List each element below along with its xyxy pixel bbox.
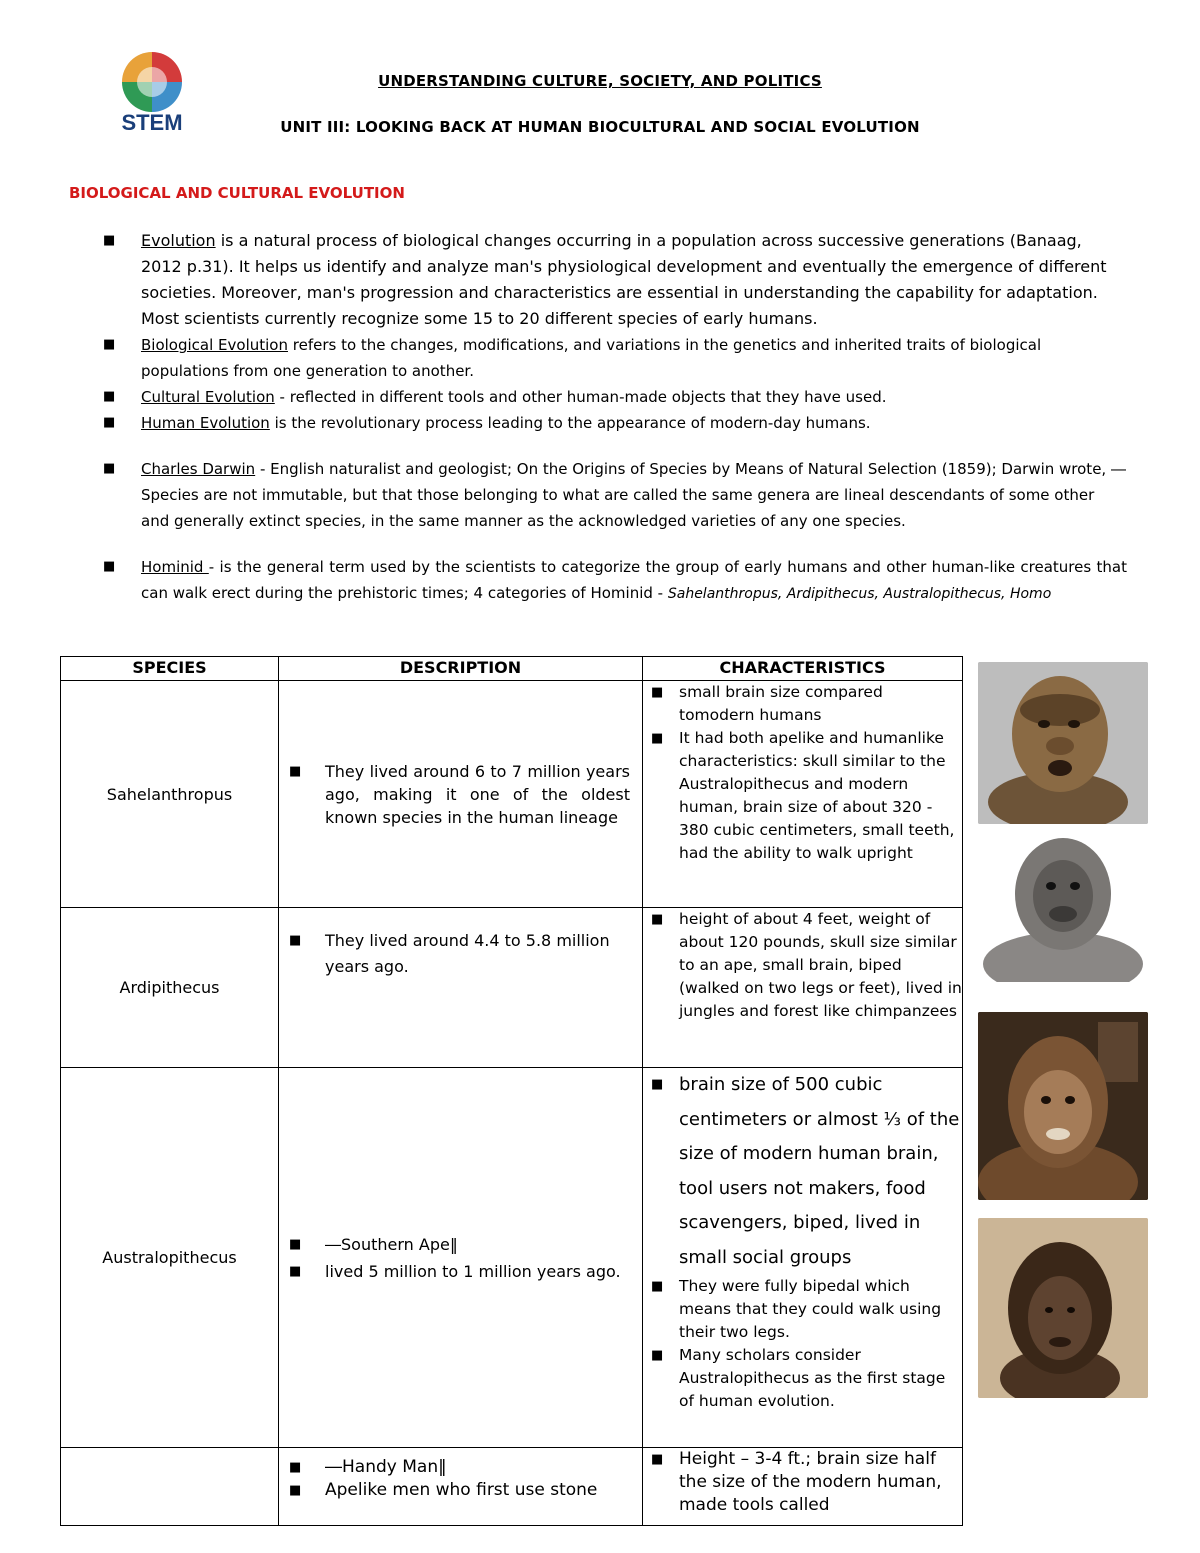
table-row — [61, 908, 963, 1068]
unit-title: UNIT III: LOOKING BACK AT HUMAN BIOCULTURAL AND SOCIAL EVOLUTION — [280, 118, 920, 136]
description-item: ■ They lived around 4.4 to 5.8 million years ago. — [289, 928, 630, 980]
characteristics-cell — [643, 1448, 963, 1526]
table-row — [61, 681, 963, 908]
bullet-icon: ■ — [103, 559, 116, 574]
definition-text: - English naturalist and geologist; On the Origins of Species by Means of Natural Selection (1859); Darwin wrote, ― Species are not immutable, but that those belonging to what are called the same genera are lineal descendants of some other and generally extinct species, in the same manner as the acknowledged varieties of any one species. — [141, 460, 1126, 530]
characteristic-item: ■ It had both apelike and humanlike characteristics: skull similar to the Australopithecus and modern human, brain size of about 320 - 380 cubic centimeters, small teeth, had the ability to walk upright — [651, 729, 955, 862]
term-evolution: Evolution — [141, 231, 216, 250]
section-heading: BIOLOGICAL AND CULTURAL EVOLUTION — [69, 184, 405, 202]
bullet-icon: ■ — [103, 415, 116, 430]
list-item — [103, 410, 1127, 436]
description-item: ■ ―Southern Ape‖ — [289, 1231, 630, 1258]
list-item — [103, 384, 1127, 410]
characteristic-item: ■ height of about 4 feet, weight of about 120 pounds, skull size similar to an ape, small brain, biped (walked on two legs or feet), lived in jungles and forest like chimpanzees — [651, 910, 962, 1020]
description-item: ■ ―Handy Man‖ — [289, 1457, 447, 1477]
bullet-icon: ■ — [651, 1452, 664, 1467]
species-name: Ardipithecus — [61, 908, 279, 1068]
characteristic-item: ■ brain size of 500 cubic centimeters or almost ⅓ of the size of modern human brain, tool users not makers, food scavengers, biped, lived in small social groups — [643, 1068, 962, 1275]
bullet-icon: ■ — [289, 1236, 302, 1252]
description-cell — [279, 1068, 643, 1448]
description-item: ■ Apelike men who first use stone — [289, 1480, 598, 1500]
term-human-evolution: Human Evolution — [141, 414, 270, 432]
term-biological-evolution: Biological Evolution — [141, 336, 288, 354]
species-name: Sahelanthropus — [61, 681, 279, 908]
list-item — [103, 228, 1127, 332]
list-item — [103, 456, 1127, 534]
definition-text: refers to the changes, modifications, and variations in the genetics and inherited traits of biological populations from one generation to another. — [141, 336, 1042, 380]
definitions-list — [103, 228, 1127, 607]
definition-text: - is the general term used by the scientists to categorize the group of early humans and other human-like creatures that can walk erect during the prehistoric times; 4 categories of Hominid - — [141, 558, 1127, 602]
table-row — [61, 1068, 963, 1448]
bullet-icon: ■ — [651, 1348, 664, 1363]
table-row — [61, 1448, 963, 1526]
description-cell — [279, 1448, 643, 1526]
list-item — [103, 554, 1127, 607]
characteristic-item: ■ Many scholars consider Australopithecus as the first stage of human evolution. — [651, 1346, 946, 1410]
bullet-icon: ■ — [651, 685, 664, 700]
bullet-icon: ■ — [651, 731, 664, 746]
characteristics-cell — [643, 681, 963, 908]
logo-text: STEM — [121, 110, 183, 134]
bullet-icon: ■ — [289, 1460, 302, 1475]
document-title: UNDERSTANDING CULTURE, SOCIETY, AND POLITICS — [378, 72, 822, 90]
term-cultural-evolution: Cultural Evolution — [141, 388, 275, 406]
description-item: ■ They lived around 6 to 7 million years ago, making it one of the oldest known species in the human lineage — [289, 761, 630, 827]
table-header-row — [61, 657, 963, 681]
bullet-icon: ■ — [289, 933, 302, 948]
species-name — [61, 1448, 279, 1526]
definition-text: - reflected in different tools and other human-made objects that they have used. — [274, 388, 887, 406]
bullet-icon: ■ — [103, 337, 116, 352]
term-hominid: Hominid — [141, 558, 209, 576]
species-name: Australopithecus — [61, 1068, 279, 1448]
bullet-icon: ■ — [651, 912, 664, 927]
bullet-icon: ■ — [103, 389, 116, 404]
header-characteristics: CHARACTERISTICS — [643, 657, 963, 681]
bullet-icon: ■ — [289, 1263, 302, 1279]
definition-text: is the revolutionary process leading to the appearance of modern-day humans. — [269, 414, 871, 432]
bullet-icon: ■ — [289, 1483, 302, 1498]
description-cell — [279, 908, 643, 1068]
bullet-icon: ■ — [103, 233, 116, 248]
header-species: SPECIES — [61, 657, 279, 681]
term-charles-darwin: Charles Darwin — [141, 460, 256, 478]
ardipithecus-image — [978, 834, 1148, 982]
definition-text: is a natural process of biological changes occurring in a population across successive generations (Banaag, 2012 p.31). It helps us identify and analyze man's physiological development and eventually the emergence of different societies. Moreover, man's progression and characteristics are essential in understanding the capability for adaptation. Most scientists currently recognize some 15 to 20 different species of early humans. — [141, 231, 1107, 328]
header-description: DESCRIPTION — [279, 657, 643, 681]
characteristics-cell — [643, 1068, 963, 1448]
characteristics-cell — [643, 908, 963, 1068]
bullet-icon: ■ — [651, 1279, 664, 1294]
description-cell — [279, 681, 643, 908]
hominid-categories: Sahelanthropus, Ardipithecus, Australopithecus, Homo — [667, 586, 1052, 602]
species-table — [60, 656, 963, 1526]
bullet-icon: ■ — [651, 1077, 664, 1092]
homo-image — [978, 1218, 1148, 1398]
characteristic-item: ■ Height – 3-4 ft.; brain size half the size of the modern human, made tools called — [651, 1449, 942, 1515]
australopithecus-image — [978, 1012, 1148, 1200]
bullet-icon: ■ — [289, 763, 302, 779]
bullet-icon: ■ — [103, 461, 116, 476]
characteristic-item: ■ small brain size compared tomodern humans — [651, 683, 883, 724]
sahelanthropus-image — [978, 662, 1148, 824]
list-item — [103, 332, 1127, 384]
characteristic-item: ■ They were fully bipedal which means that they could walk using their two legs. — [651, 1277, 942, 1341]
description-item: ■ lived 5 million to 1 million years ago. — [289, 1258, 630, 1285]
